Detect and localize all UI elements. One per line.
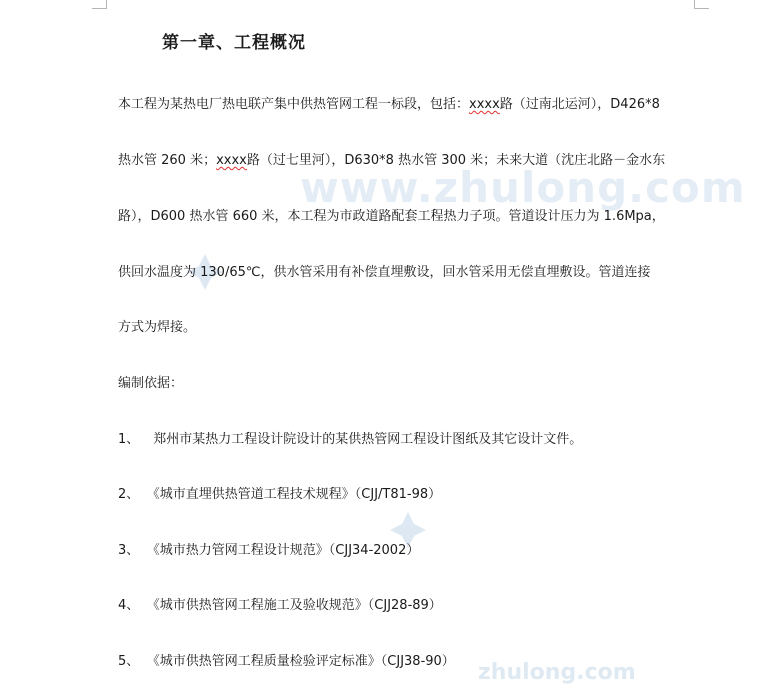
basis-list-item xyxy=(118,432,582,448)
basis-list-item xyxy=(118,487,441,503)
paragraph-line: 路），D600 热水管 660 米，本工程为市政道路配套工程热力子项。管道设计压力为 1.6Mpa， xyxy=(118,209,665,224)
text-segment: 热水管 260 米； xyxy=(118,153,217,168)
basis-heading: 编制依据： xyxy=(118,376,184,391)
list-item-text: 《城市供热管网工程施工及验收规范》（CJJ28-89） xyxy=(153,598,442,613)
paragraph-line: 方式为焊接。 xyxy=(118,320,197,335)
basis-list-item xyxy=(118,598,442,614)
list-item-text: 《城市供热管网工程质量检验评定标准》（CJJ38-90） xyxy=(153,654,455,669)
paragraph-line xyxy=(118,97,660,113)
paragraph-line xyxy=(118,153,665,169)
list-item-number: 5、 xyxy=(118,654,140,669)
watermark-bottom-text: zhulong.com xyxy=(478,660,636,685)
list-item-text: 郑州市某热力工程设计院设计的某供热管网工程设计图纸及其它设计文件。 xyxy=(153,432,583,447)
text-segment: 路（过七里河），D630*8 热水管 300 米；未来大道（沈庄北路－金水东 xyxy=(246,153,666,168)
page-corner-mark-right xyxy=(694,0,709,9)
list-item-text: 《城市热力管网工程设计规范》（CJJ34-2002） xyxy=(153,543,420,558)
text-segment: 本工程为某热电厂热电联产集中供热管网工程一标段，包括： xyxy=(118,97,470,112)
page-corner-mark-left xyxy=(92,0,107,9)
spellcheck-flagged-word[interactable]: xxxx xyxy=(469,97,500,112)
chapter-title: 第一章、工程概况 xyxy=(162,33,306,53)
list-item-number: 3、 xyxy=(118,543,140,558)
list-item-number: 4、 xyxy=(118,598,140,613)
basis-list-item xyxy=(118,543,419,559)
list-item-text: 《城市直埋供热管道工程技术规程》（CJJ/T81-98） xyxy=(153,487,442,502)
list-item-number: 2、 xyxy=(118,487,140,502)
paragraph-line: 供回水温度为 130/65℃，供水管采用有补偿直埋敷设，回水管采用无偿直埋敷设。管道连接 xyxy=(118,265,651,280)
text-segment: 路（过南北运河），D426*8 xyxy=(499,97,660,112)
basis-list-item xyxy=(118,654,455,670)
list-item-number: 1、 xyxy=(118,432,140,447)
spellcheck-flagged-word[interactable]: xxxx xyxy=(216,153,247,168)
watermark-text: www.zhulong.com xyxy=(300,163,746,212)
